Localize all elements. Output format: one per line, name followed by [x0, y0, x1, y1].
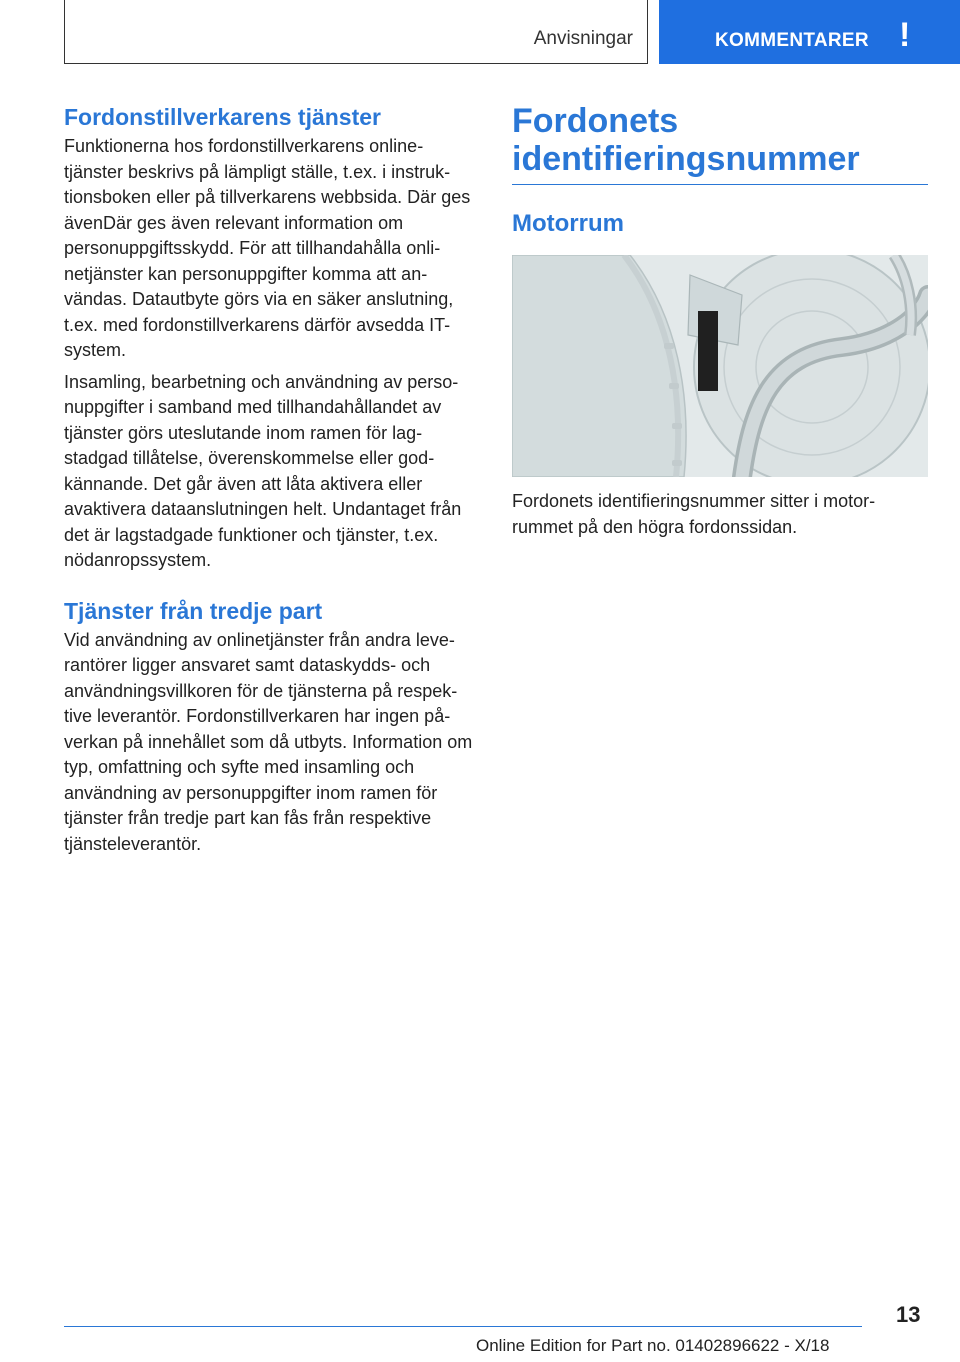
page-title: Fordonets identifieringsnummer	[512, 102, 928, 185]
right-column	[512, 102, 928, 540]
figure-caption: Fordonets identifieringsnummer sitter i motor-rummet på den högra fordonssidan.	[512, 491, 876, 537]
footer-edition: Online Edition for Part no. 01402896622 - X/18	[476, 1336, 830, 1355]
page-number: 13	[896, 1302, 921, 1327]
footer-divider	[64, 1326, 862, 1327]
header-section-label: Anvisningar	[533, 28, 633, 49]
comments-tab-label: KOMMENTARER	[715, 30, 869, 51]
section-heading-manufacturer-services: Fordonstillverkarens tjänster	[64, 104, 381, 130]
paragraph-data-processing: Insamling, bearbetning och användning av perso-nuppgifter i samband med tillhandahållandet av tjänster görs uteslutande inom ramen för lag-stadgad tillåtelse, överenskommelse eller god-kännande. Det går även att låta aktivera eller avaktivera dataanslutningen helt. Undantaget från det är lagstadgade funktioner och tjänster, t.ex. nödanropssystem.	[64, 371, 462, 570]
header-section-tab[interactable]	[64, 0, 648, 64]
paragraph-services-intro: Funktionerna hos fordonstillverkarens online-tjänster beskrivs på lämpligt ställe, t.ex. i instruk-tionsboken eller på tillverkarens webbsida. Där ges ävenDär ges även relevant information om personuppgiftsskydd. För att tillhandahålla onli-netjänster kan personuppgifter komma att an-vändas. Datautbyte görs via en säker anslutning, t.ex. med fordonstillverkarens därför avsedda IT-system.	[64, 136, 471, 360]
section-heading-third-party: Tjänster från tredje part	[64, 597, 323, 624]
comments-tab[interactable]	[659, 0, 960, 64]
engine-bay-drawing	[512, 255, 928, 477]
paragraph-third-party: Vid användning av onlinetjänster från andra leve-rantörer ligger ansvaret samt dataskydds- och användningsvillkoren för de tjänsterna på respek-tive leverantör. Fordonstillverkaren har ingen på-verkan på innehållet som då utbyts. Information om typ, omfattning och syfte med insamling och användning av personuppgifter inom ramen för tjänster från tredje part kan fås från respektive tjänsteleverantör.	[64, 629, 473, 854]
left-column	[64, 100, 480, 857]
alert-icon: !	[899, 16, 911, 54]
engine-bay-illustration	[512, 255, 928, 477]
section-heading-engine-bay: Motorrum	[512, 210, 624, 237]
